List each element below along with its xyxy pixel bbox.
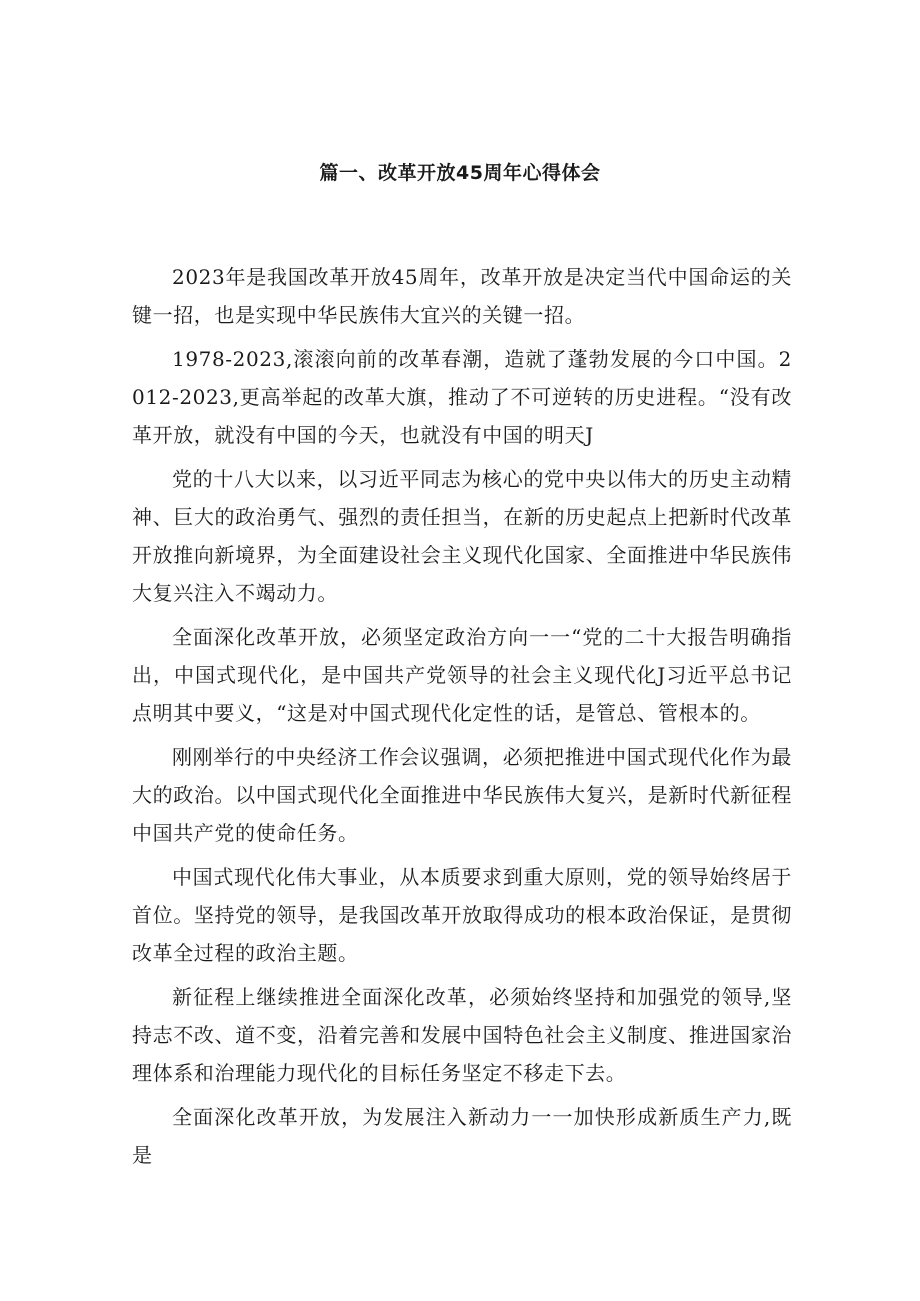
document-title: 篇一、改革开放45周年心得体会 (319, 162, 601, 184)
paragraph: 刚刚举行的中央经济工作会议强调，必须把推进中国式现代化作为最大的政治。以中国式现代化全面推进中华民族伟大复兴，是新时代新征程中国共产党的使命任务。 (132, 745, 792, 845)
paragraph: 新征程上继续推进全面深化改革，必须始终坚持和加强党的领导,坚持志不改、道不变，沿着完善和发展中国特色社会主义制度、推进国家治理体系和治理能力现代化的目标任务坚定不移走下去。 (132, 985, 792, 1085)
paragraph: 全面深化改革开放，必须坚定政治方向一一“党的二十大报告明确指出，中国式现代化，是中国共产党领导的社会主义现代化J习近平总书记点明其中要义，“这是对中国式现代化定性的话，是管总、管根本的。 (132, 625, 792, 725)
paragraph: 2023年是我国改革开放45周年，改革开放是决定当代中国命运的关键一招，也是实现中华民族伟大宜兴的关键一招。 (132, 265, 792, 327)
document-body (132, 258, 792, 1180)
paragraph: 中国式现代化伟大事业，从本质要求到重大原则，党的领导始终居于首位。坚持党的领导，是我国改革开放取得成功的根本政治保证，是贯彻改革全过程的政治主题。 (132, 865, 792, 965)
paragraph: 1978-2023,滚滚向前的改革春潮，造就了蓬勃发展的今口中国。2012-2023,更高举起的改革大旗，推动了不可逆转的历史进程。“没有改革开放，就没有中国的今天，也就没有中国的明天J (132, 347, 792, 447)
paragraph: 党的十八大以来，以习近平同志为核心的党中央以伟大的历史主动精神、巨大的政治勇气、强烈的责任担当，在新的历史起点上把新时代改革开放推向新境界，为全面建设社会主义现代化国家、全面推进中华民族伟大复兴注入不竭动力。 (132, 467, 792, 605)
paragraph: 全面深化改革开放，为发展注入新动力一一加快形成新质生产力,既是 (132, 1105, 792, 1167)
